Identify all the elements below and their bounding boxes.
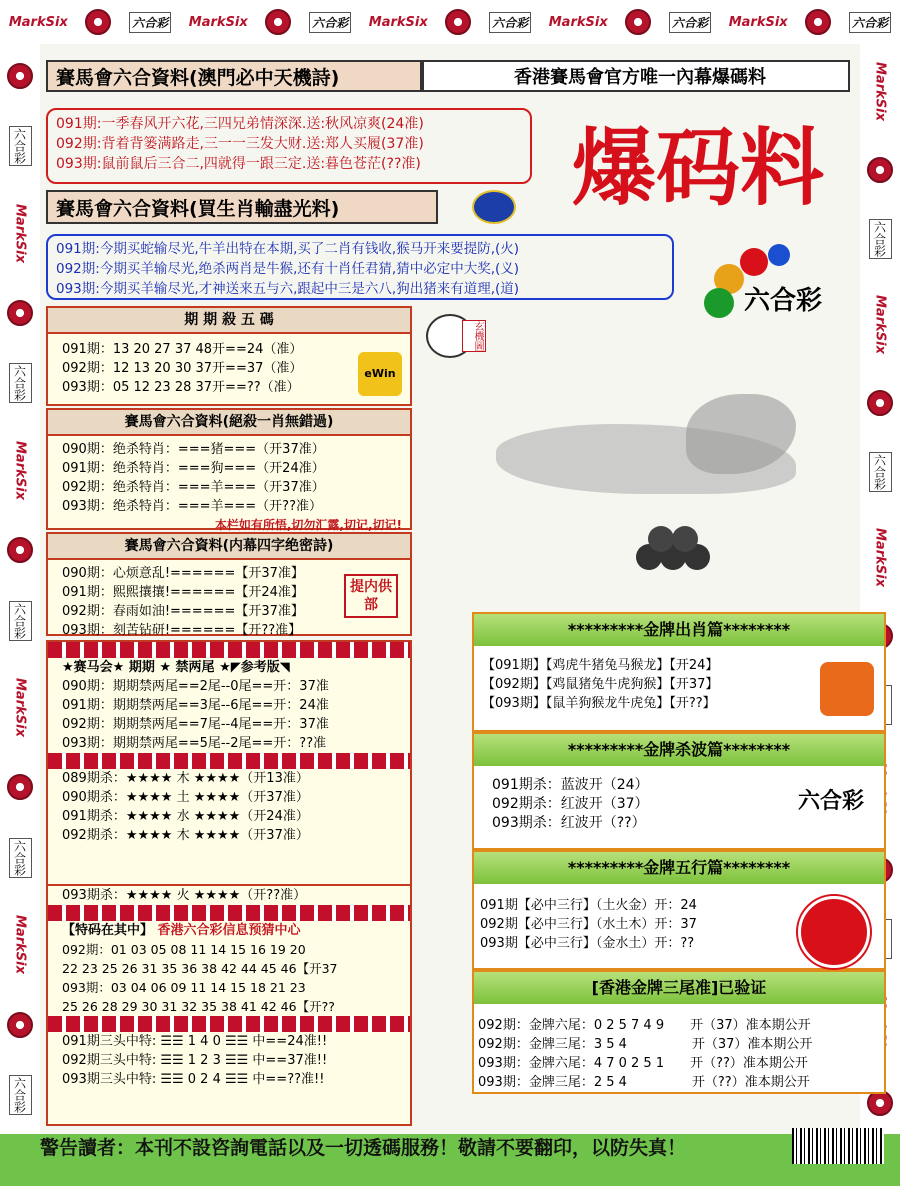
star-row: 089期杀：★★★★ 木 ★★★★（开13准） [62,771,309,786]
gold-element-row: 093期【必中三行】（金水土）开：?? [480,936,695,951]
star-row: 093期杀：★★★★ 火 ★★★★（开??准） [62,888,307,903]
gold-tail-row: 092期：金牌六尾：0 2 5 7 4 9 开（37）准本期公开 [478,1018,811,1033]
gold-wave-row: 093期杀：红波开（??） [492,815,646,831]
decor-border [48,642,410,658]
peach-pile [636,524,716,574]
lotto-logo: 六合彩 [9,126,32,166]
ball-icon [740,248,768,276]
lotto-logo: 六合彩 [9,1075,32,1115]
special-row: 22 23 25 26 31 35 36 38 42 44 45 46【开37 [62,961,338,976]
poem-line: 093期:鼠前鼠后三合二,四就得一跟三定.送:暮色苍茫(??准) [56,156,421,172]
special-row: 25 26 28 29 30 31 32 35 38 41 42 46【开?? [62,999,335,1014]
ewin-logo: eWin [358,352,402,396]
kill-five-row: 093期：05 12 23 28 37开==??（准） [62,380,300,395]
zodiac-line: 091期:今期买蛇输尽光,牛羊出特在本期,买了二肖有钱收,猴马开来要提防,(火) [56,241,520,257]
seal-icon [7,63,33,89]
gold-tail-row: 093期：金牌六尾：4 7 0 2 5 1 开（??）准本期公开 [478,1056,808,1071]
gold-wave-panel [472,732,886,850]
gold-title: *********金牌杀波篇******** [474,734,884,766]
seal-icon [7,537,33,563]
marksix-logo: MarkSix [12,678,28,738]
gold-zodiac-row: 【091期】【鸡虎牛猪兔马猴龙】【开24】 [482,658,719,673]
inside-info-badge: 提内供部 [344,574,398,618]
star-row: 092期杀：★★★★ 木 ★★★★（开37准） [62,828,309,843]
header-zodiac: 賽馬會六合資料(買生肖輸盡光料) [46,190,438,224]
barcode-icon [792,1128,884,1164]
four-words-row: 090期：心烦意乱!======【开37准】 [62,566,304,581]
tail-row: 090期：期期禁两尾==2尾--0尾==开：37准 [62,679,329,694]
zodiac-line: 092期:今期买羊输尽光,绝杀两肖是牛猴,还有十肖任君猜,猜中必定中大奖,(义) [56,261,520,277]
marksix-logo: MarkSix [12,440,28,500]
gold-zodiac-row: 【092期】【鸡鼠猪兔牛虎狗猴】【开37】 [482,677,719,692]
gold-wave-row: 092期杀：红波开（37） [492,796,649,812]
tail-title: ★赛马会★ 期期 ★ 禁两尾 ★◤参考版◥ [62,660,290,675]
gold-tail-row: 092期：金牌三尾：3 5 4 开（37）准本期公开 [478,1037,813,1052]
mystery-scroll: 玄機圖 [462,320,486,352]
kill-five-row: 091期：13 20 27 37 48开==24（准） [62,342,303,357]
top-brand-band [0,0,900,44]
panel-title: 賽馬會六合資料(内幕四字绝密詩) [48,534,410,560]
header-macau-poem: 賽馬會六合資料(澳門必中天機詩) [46,60,422,92]
zodiac-line: 093期:今期买羊输尽光,才神送来五与六,跟起中三是六八,狗出猪来有道理,(道) [56,281,520,297]
kill-zodiac-panel [46,408,412,530]
gold-tail-row: 093期：金牌三尾：2 5 4 开（??）准本期公开 [478,1075,810,1090]
kill-zodiac-row: 090期：绝杀特肖：===猪===（开37准） [62,442,325,457]
lotto-logo: 六合彩 [129,12,171,33]
lotto-label: 六合彩 [797,788,864,814]
zodiac-box [46,234,674,300]
kill-five-row: 092期：12 13 20 30 37开==37（准） [62,361,303,376]
gold-wave-row: 091期杀：蓝波开（24） [492,777,649,793]
ball-icon [768,244,790,266]
marksix-logo: MarkSix [12,203,28,263]
marksix-logo: MarkSix [872,295,888,355]
four-words-row: 092期：春雨如油!======【开37准】 [62,604,304,619]
star-row: 091期杀：★★★★ 水 ★★★★（开24准） [62,809,309,824]
marksix-logo: MarkSix [12,915,28,975]
seal-icon [7,774,33,800]
gold-zodiac-row: 【093期】【鼠羊狗猴龙牛虎兔】【开??】 [482,696,716,711]
marksix-logo: MarkSix [368,14,428,30]
marksix-logo: MarkSix [728,14,788,30]
gold-title: *********金牌出肖篇******** [474,614,884,646]
lotto-logo: 六合彩 [489,12,531,33]
seal-icon [7,300,33,326]
left-bottom-panel [46,640,412,886]
lotto-logo: 六合彩 [9,363,32,403]
gold-title: [香港金牌三尾准]已验证 [474,972,884,1004]
three-head-row: 093期三头中特: ☰☰ 0 2 4 ☰☰ 中==??准!! [62,1072,325,1087]
tail-row: 091期：期期禁两尾==3尾--6尾==开：24准 [62,698,329,713]
special-title: 【特码在其中】 [62,923,154,938]
seal-icon [867,390,893,416]
decor-border [48,905,410,921]
seal-icon [867,157,893,183]
seal-icon [625,9,651,35]
lotto-logo: 六合彩 [869,452,892,492]
poem-box [46,108,532,184]
tail-row: 093期：期期禁两尾==5尾--2尾==开：??准 [62,736,327,751]
seal-icon [265,9,291,35]
four-words-row: 091期：熙熙攘攘!======【开24准】 [62,585,304,600]
kill-zodiac-note: 本栏如有所悟,切勿汇露,切记,切记! [214,518,402,532]
four-words-row: 093期：刻苦钻研!======【开??准】 [62,623,302,638]
seal-icon [7,1012,33,1038]
lotto-balls [704,244,854,324]
kill-zodiac-row: 092期：绝杀特肖：===羊===（开37准） [62,480,325,495]
kill-zodiac-row: 091期：绝杀特肖：===狗===（开24准） [62,461,325,476]
special-row: 093期：03 04 06 09 11 14 15 18 21 23 [62,980,306,995]
lotto-label: 六合彩 [744,286,823,316]
gold-title: *********金牌五行篇******** [474,852,884,884]
fist-icon [820,662,874,716]
four-words-panel [46,532,412,636]
special-panel [46,886,412,1126]
poem-line: 092期:背着背篓满路走,三一一三发大财.送:郑人买履(37准) [56,136,424,152]
marksix-logo: MarkSix [188,14,248,30]
star-row: 090期杀：★★★★ 土 ★★★★（开37准） [62,790,309,805]
three-head-row: 091期三头中特: ☰☰ 1 4 0 ☰☰ 中==24准!! [62,1034,328,1049]
gold-element-row: 092期【必中三行】（水土木）开：37 [480,917,697,932]
lotto-logo: 六合彩 [849,12,891,33]
ink-illustration [426,314,846,604]
panel-title: 期 期 殺 五 碼 [48,308,410,334]
poem-line: 091期:一季春风开六花,三四兄弟情深深.送:秋风凉爽(24准) [56,116,424,132]
warning-footer: 警告讀者：本刊不設咨詢電話以及一切透碼服務！敬請不要翻印，以防失真！ [40,1137,687,1159]
lotto-logo: 六合彩 [9,601,32,641]
gold-tail-panel [472,970,886,1094]
kill-zodiac-row: 093期：绝杀特肖：===羊===（开??准） [62,499,322,514]
marksix-logo: MarkSix [872,62,888,122]
special-center: 香港六合彩信息预猜中心 [157,923,301,938]
seal-icon [445,9,471,35]
marksix-logo: MarkSix [872,528,888,588]
lotto-logo: 六合彩 [9,838,32,878]
tail-row: 092期：期期禁两尾==7尾--4尾==开：37准 [62,717,329,732]
emblem-icon [472,190,516,224]
gold-zodiac-panel [472,612,886,732]
gold-element-panel [472,850,886,970]
seal-icon [805,9,831,35]
kill-five-panel [46,306,412,406]
gold-element-row: 091期【必中三行】（土火金）开：24 [480,898,697,913]
special-header [48,921,410,940]
bao-ma-liao-logo: 爆码料 [571,118,824,217]
panel-title: 賽馬會六合資料(絕殺一肖無錯過) [48,410,410,436]
decor-border [48,1016,410,1032]
main-sheet [40,44,864,1134]
marksix-logo: MarkSix [8,14,68,30]
header-official-tagline: 香港賽馬會官方唯一內幕爆碼料 [422,60,850,92]
special-row: 092期：01 03 05 08 11 14 15 16 19 20 [62,942,306,957]
lotto-logo: 六合彩 [309,12,351,33]
bauhinia-icon [798,896,870,968]
seal-icon [85,9,111,35]
marksix-logo: MarkSix [548,14,608,30]
lotto-logo: 六合彩 [669,12,711,33]
lotto-logo: 六合彩 [869,219,892,259]
three-head-row: 092期三头中特: ☰☰ 1 2 3 ☰☰ 中==37准!! [62,1053,328,1068]
decor-border [48,753,410,769]
left-brand-band [0,44,40,1134]
